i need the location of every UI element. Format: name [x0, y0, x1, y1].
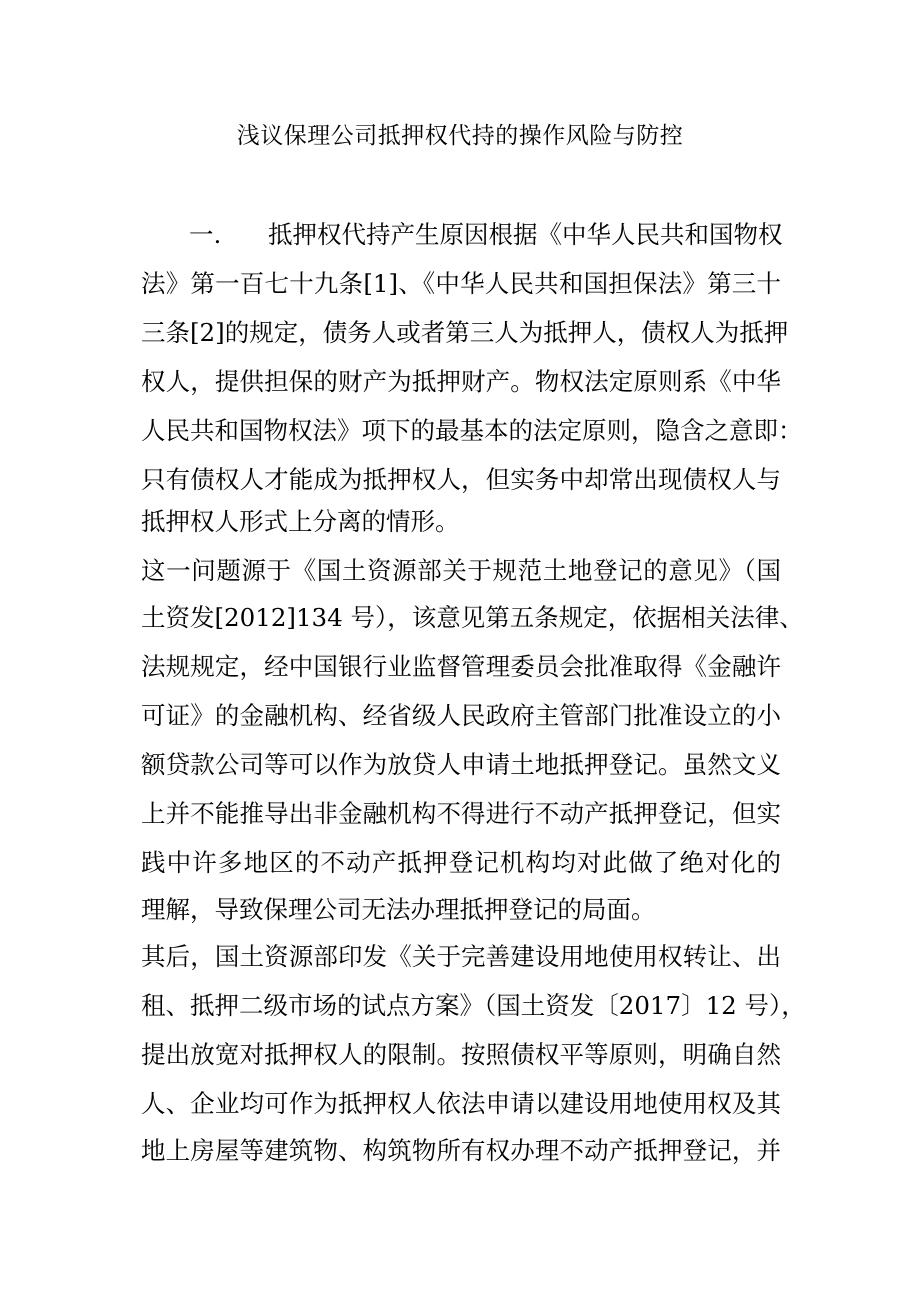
paragraph-line: 额贷款公司等可以作为放贷人申请土地抵押登记。虽然文义 — [141, 750, 781, 779]
paragraph-line: 理解，导致保理公司无法办理抵押登记的局面。 — [141, 895, 656, 924]
paragraph-line: 其后，国土资源部印发《关于完善建设用地使用权转让、出 — [141, 942, 781, 971]
paragraph-line: 地上房屋等建筑物、构筑物所有权办理不动产抵押登记，并 — [141, 1136, 781, 1165]
paragraph-line: 土资发[2012]134 号），该意见第五条规定，依据相关法律、 — [141, 603, 804, 632]
paragraph-line: 人、企业均可作为抵押权人依法申请以建设用地使用权及其 — [141, 1089, 781, 1118]
paragraph-line: 只有债权人才能成为抵押权人，但实务中却常出现债权人与 — [141, 465, 781, 494]
paragraph-line: 人民共和国物权法》项下的最基本的法定原则，隐含之意即： — [141, 416, 803, 445]
paragraph-line: 上并不能推导出非金融机构不得进行不动产抵押登记，但实 — [141, 799, 781, 828]
paragraph-line: 法》第一百七十九条[1]、《中华人民共和国担保法》第三十 — [141, 269, 781, 298]
paragraph-line: 提出放宽对抵押权人的限制。按照债权平等原则，明确自然 — [141, 1040, 781, 1069]
paragraph-line: 践中许多地区的不动产抵押登记机构均对此做了绝对化的 — [141, 848, 781, 877]
paragraph-line: 租、抵押二级市场的试点方案》（国土资发〔2017〕12 号）， — [141, 991, 806, 1020]
paragraph-line: 抵押权人形式上分离的情形。 — [141, 507, 460, 536]
paragraph-line: 法规规定，经中国银行业监督管理委员会批准取得《金融许 — [141, 652, 781, 681]
paragraph-line: 三条[2]的规定，债务人或者第三人为抵押人，债权人为抵押 — [141, 318, 789, 347]
section-number: 一. — [189, 220, 222, 249]
paragraph-line: 这一问题源于《国土资源部关于规范土地登记的意见》（国 — [141, 556, 781, 585]
paragraph-line: 可证》的金融机构、经省级人民政府主管部门批准设立的小 — [141, 701, 781, 730]
document-title: 浅议保理公司抵押权代持的操作风险与防控 — [236, 123, 684, 149]
paragraph-line: 权人，提供担保的财产为抵押财产。物权法定原则系《中华 — [141, 367, 781, 396]
paragraph-line: 抵押权代持产生原因根据《中华人民共和国物权 — [268, 220, 783, 249]
